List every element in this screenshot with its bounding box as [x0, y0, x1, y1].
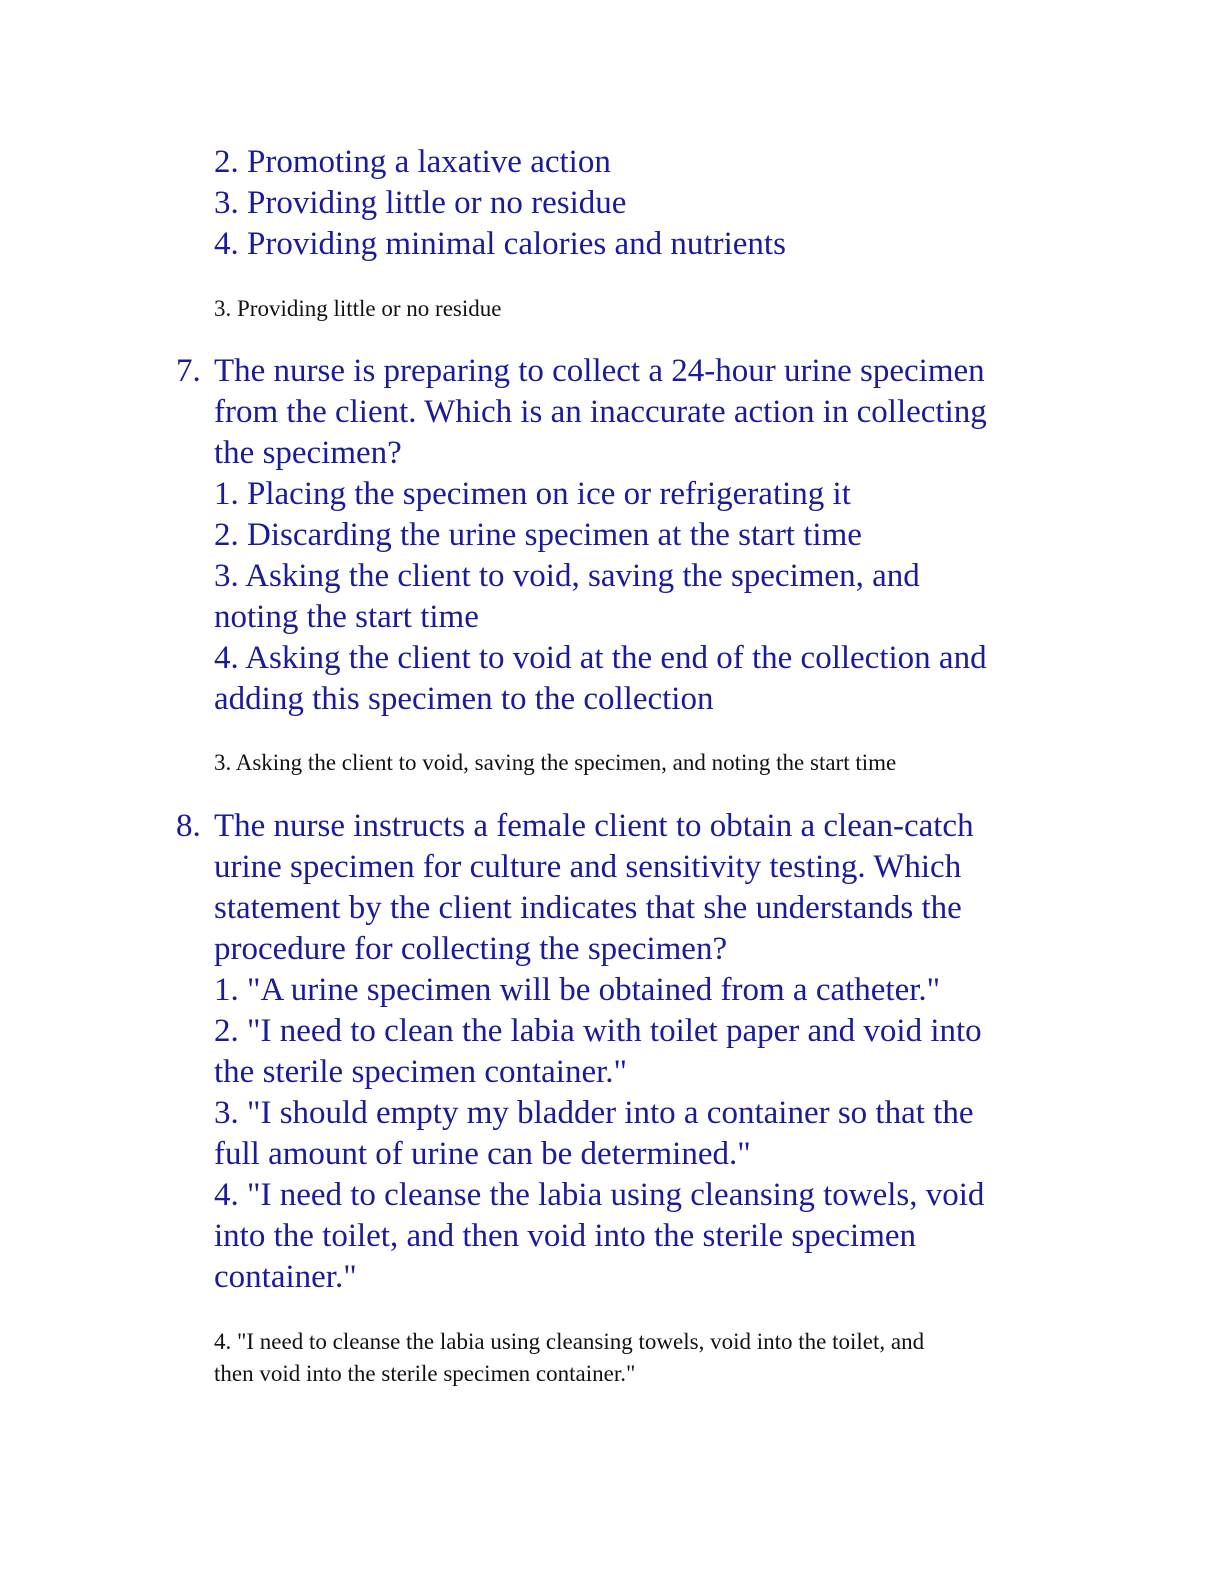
question-stem-line: The nurse is preparing to collect a 24-hour urine specimen	[214, 353, 985, 389]
option-3-cont: noting the start time	[214, 599, 479, 635]
option-3-cont: full amount of urine can be determined."	[214, 1136, 751, 1172]
option-3: 3. Asking the client to void, saving the specimen, and	[214, 558, 920, 594]
option-4: 4. Asking the client to void at the end of the collection and	[214, 640, 987, 676]
question-6-options	[214, 142, 1114, 265]
option-2-cont: the sterile specimen container."	[214, 1054, 627, 1090]
question-stem-line: from the client. Which is an inaccurate action in collecting	[214, 394, 987, 430]
option-1: 1. Placing the specimen on ice or refrigerating it	[214, 476, 851, 512]
question-6-answer	[214, 293, 1114, 325]
question-8-answer	[214, 1326, 1114, 1390]
answer-line: 3. Providing little or no residue	[214, 296, 502, 321]
option-4: 4. Providing minimal calories and nutrients	[214, 226, 786, 262]
option-4: 4. "I need to cleanse the labia using cleansing towels, void	[214, 1177, 985, 1213]
question-stem-line: procedure for collecting the specimen?	[214, 931, 728, 967]
option-2: 2. "I need to clean the labia with toilet paper and void into	[214, 1013, 982, 1049]
question-number: 8.	[176, 808, 201, 844]
option-4-cont: into the toilet, and then void into the sterile specimen	[214, 1218, 917, 1254]
option-2: 2. Discarding the urine specimen at the start time	[214, 517, 862, 553]
answer-line: 4. "I need to cleanse the labia using cleansing towels, void into the toilet, and	[214, 1329, 925, 1354]
question-stem-line: the specimen?	[214, 435, 402, 471]
answer-line: 3. Asking the client to void, saving the specimen, and noting the start time	[214, 750, 897, 775]
question-7-answer	[214, 747, 1114, 779]
question-stem-line: The nurse instructs a female client to obtain a clean-catch	[214, 808, 974, 844]
question-number: 7.	[176, 353, 201, 389]
option-2: 2. Promoting a laxative action	[214, 144, 611, 180]
option-3: 3. Providing little or no residue	[214, 185, 627, 221]
question-stem-line: urine specimen for culture and sensitivity testing. Which	[214, 849, 962, 885]
option-3: 3. "I should empty my bladder into a container so that the	[214, 1095, 974, 1131]
option-4-cont: container."	[214, 1259, 357, 1295]
question-stem-line: statement by the client indicates that she understands the	[214, 890, 962, 926]
question-8	[176, 806, 1094, 1298]
question-7	[176, 351, 1094, 720]
option-4-cont: adding this specimen to the collection	[214, 681, 714, 717]
option-1: 1. "A urine specimen will be obtained from a catheter."	[214, 972, 941, 1008]
answer-line: then void into the sterile specimen container."	[214, 1361, 636, 1386]
